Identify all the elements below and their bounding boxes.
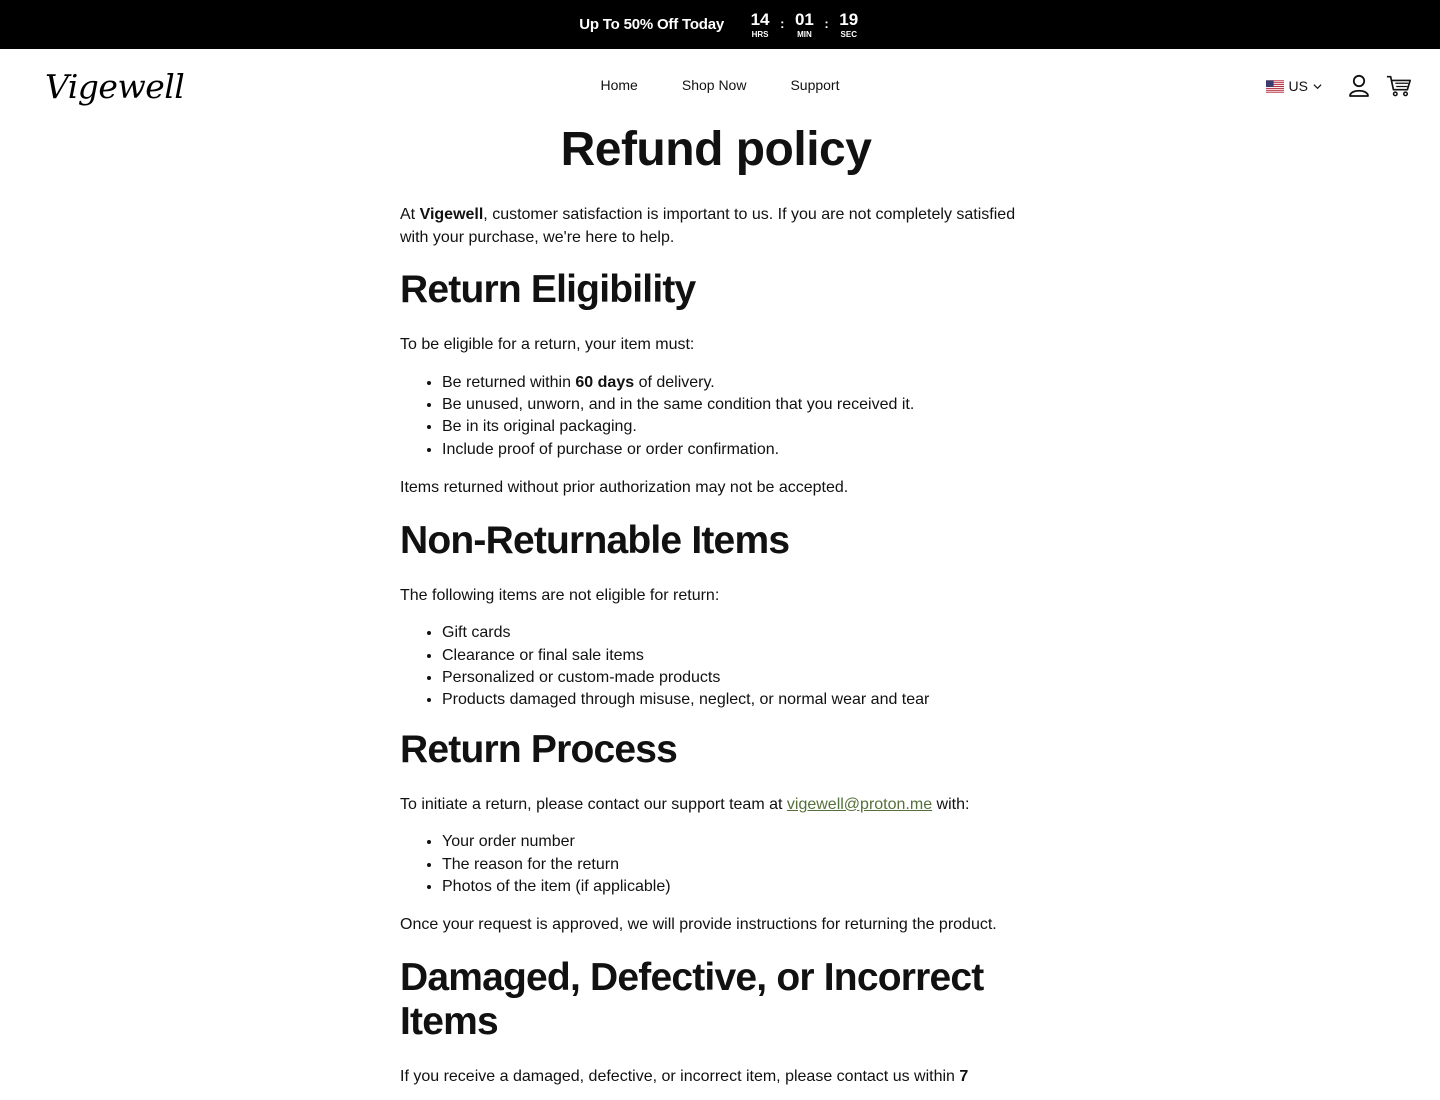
list-item: • Be in its original packaging. <box>442 416 1032 438</box>
countdown-hours: 14 HRS <box>750 9 770 39</box>
non-returnable-list <box>442 622 1032 712</box>
announcement-text: Up To 50% Off Today <box>579 16 725 33</box>
chevron-down-icon <box>1313 82 1322 91</box>
header-actions <box>1266 73 1412 99</box>
countdown-separator: : <box>780 16 785 31</box>
list-item: • Be unused, unworn, and in the same condition that you received it. <box>442 394 1032 416</box>
list-item: • Clearance or final sale items <box>442 645 1032 667</box>
countdown-minutes: 01 MIN <box>794 9 814 39</box>
heading-return-process: Return Process <box>400 727 678 771</box>
main-nav <box>0 77 1440 93</box>
eligibility-lead: To be eligible for a return, your item must: <box>400 336 695 353</box>
nav-shop-now[interactable]: Shop Now <box>681 77 747 93</box>
intro-paragraph: At Vigewell, customer satisfaction is important to us. If you are not completely satisfied with your purchase, we're here to help. <box>400 206 1016 246</box>
cart-icon[interactable] <box>1386 73 1412 99</box>
site-header <box>0 49 1440 124</box>
locale-label: US <box>1288 78 1308 94</box>
us-flag-icon <box>1266 80 1284 93</box>
heading-damaged-items: Damaged, Defective, or Incorrect Items <box>400 955 984 1043</box>
brand-name: Vigewell <box>419 206 484 223</box>
process-note: Once your request is approved, we will provide instructions for returning the product. <box>400 916 997 934</box>
announcement-bar <box>0 0 1440 49</box>
list-item: • Photos of the item (if applicable) <box>442 876 1032 898</box>
countdown-separator: : <box>824 16 829 31</box>
countdown-seconds: 19 SEC <box>839 9 859 39</box>
locale-selector[interactable] <box>1266 78 1322 94</box>
nav-home[interactable]: Home <box>600 77 638 93</box>
process-lead: To initiate a return, please contact our support team at vigewell@proton.me with: <box>400 795 970 813</box>
eligibility-list <box>442 372 1032 462</box>
eligibility-note: Items returned without prior authorization may not be accepted. <box>400 479 849 497</box>
policy-content <box>400 123 1032 1088</box>
process-list <box>442 831 1032 898</box>
list-item: • Products damaged through misuse, neglect, or normal wear and tear <box>442 689 1032 711</box>
list-item: • Include proof of purchase or order confirmation. <box>442 439 1032 461</box>
account-icon[interactable] <box>1346 73 1372 99</box>
page-title: Refund policy <box>560 123 872 176</box>
non-returnable-lead: The following items are not eligible for return: <box>400 586 720 604</box>
support-email-link[interactable]: vigewell@proton.me <box>786 795 933 813</box>
nav-support[interactable]: Support <box>790 77 840 93</box>
countdown-timer <box>748 11 861 39</box>
site-logo[interactable]: Vigewell <box>45 67 185 106</box>
list-item: • Personalized or custom-made products <box>442 667 1032 689</box>
list-item: • Gift cards <box>442 622 1032 644</box>
heading-non-returnable: Non-Returnable Items <box>400 518 790 562</box>
list-item: • Your order number <box>442 831 1032 853</box>
list-item: • The reason for the return <box>442 854 1032 876</box>
list-item: • Be returned within 60 days of delivery. <box>442 372 1032 394</box>
heading-return-eligibility: Return Eligibility <box>400 268 696 311</box>
damaged-lead: If you receive a damaged, defective, or incorrect item, please contact us within 7 <box>400 1067 969 1085</box>
